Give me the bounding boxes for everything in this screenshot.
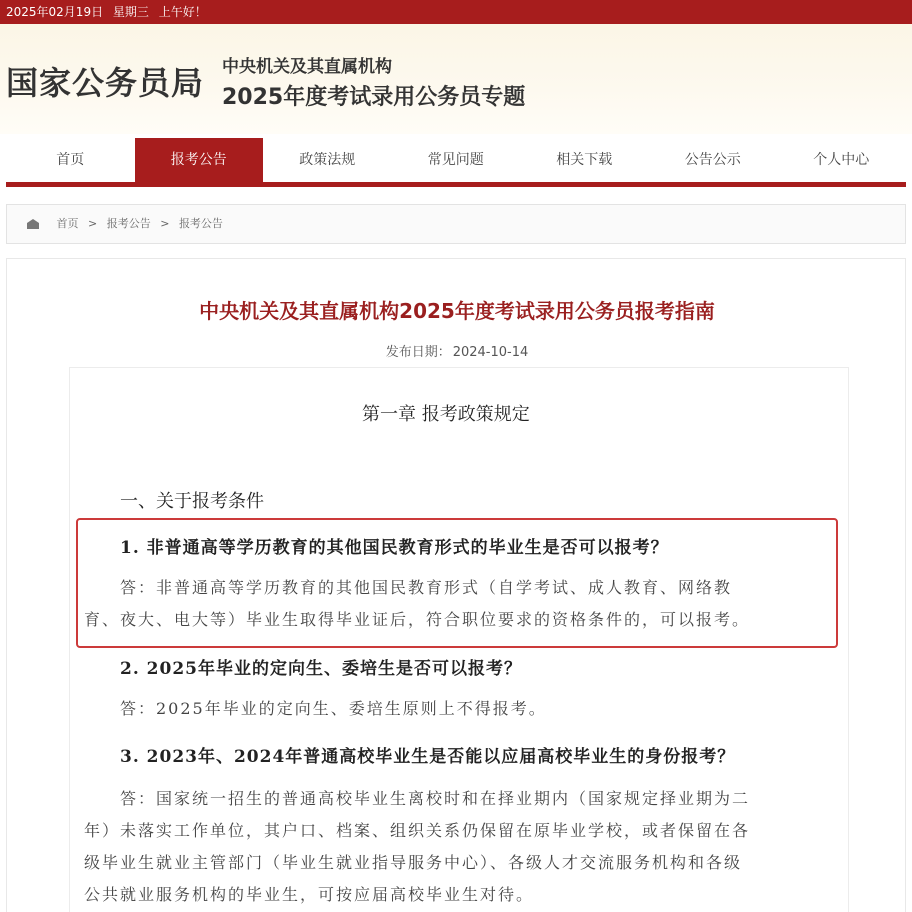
current-date: 2025年02月19日 xyxy=(6,5,104,19)
answer-2: 答：2025年毕业的定向生、委培生原则上不得报考。 xyxy=(120,699,547,718)
nav-item-faq[interactable]: 常见问题 xyxy=(427,152,484,168)
header-subtitle: 中央机关及其直属机构 xyxy=(222,57,392,77)
answer-3-line-4: 公共就业服务机构的毕业生，可按应届高校毕业生对待。 xyxy=(84,885,535,904)
publish-date-value: 2024-10-14 xyxy=(452,345,529,360)
nav-item-notices[interactable]: 公告公示 xyxy=(684,152,741,168)
question-1: 1. 非普通高等学历教育的其他国民教育形式的毕业生是否可以报考？ xyxy=(120,538,669,558)
nav-divider xyxy=(6,182,906,187)
breadcrumb-home[interactable]: 首页 xyxy=(56,217,79,230)
question-3: 3. 2023年、2024年普通高校毕业生是否能以应届高校毕业生的身份报考？ xyxy=(120,747,736,767)
breadcrumb-current[interactable]: 报考公告 xyxy=(178,217,223,230)
question-2: 2. 2025年毕业的定向生、委培生是否可以报考？ xyxy=(120,659,522,679)
chapter-heading: 第一章 报考政策规定 xyxy=(362,404,530,425)
breadcrumb-announcements[interactable]: 报考公告 xyxy=(106,217,151,230)
breadcrumb-separator: > xyxy=(88,217,98,230)
publish-date xyxy=(7,341,907,360)
site-header xyxy=(0,24,912,134)
main-nav xyxy=(6,138,906,182)
answer-1-line-2: 育、夜大、电大等）毕业生取得毕业证后，符合职位要求的资格条件的，可以报考。 xyxy=(84,610,751,629)
answer-3-line-1: 答：国家统一招生的普通高校毕业生离校时和在择业期内（国家规定择业期为二 xyxy=(120,789,751,808)
section-heading: 一、关于报考条件 xyxy=(120,491,264,512)
nav-item-home[interactable]: 首页 xyxy=(56,152,85,168)
answer-1-line-1: 答：非普通高等学历教育的其他国民教育形式（自学考试、成人教育、网络教 xyxy=(120,578,733,597)
top-date-bar xyxy=(0,0,912,24)
weekday: 星期三 xyxy=(112,5,149,19)
breadcrumb-separator: > xyxy=(160,217,170,230)
article-title: 中央机关及其直属机构2025年度考试录用公务员报考指南 xyxy=(199,299,715,323)
site-logo[interactable]: 国家公务员局 xyxy=(6,64,205,102)
header-topic-title: 2025年度考试录用公务员专题 xyxy=(222,85,526,110)
breadcrumb xyxy=(6,204,906,244)
nav-item-user-center[interactable]: 个人中心 xyxy=(813,152,870,168)
publish-date-label: 发布日期： xyxy=(385,345,451,360)
nav-item-announcements[interactable]: 报考公告 xyxy=(135,138,264,182)
answer-3-line-2: 年）未落实工作单位，其户口、档案、组织关系仍保留在原毕业学校，或者保留在各 xyxy=(84,821,751,840)
home-icon xyxy=(27,219,39,229)
nav-item-policies[interactable]: 政策法规 xyxy=(299,152,356,168)
nav-item-downloads[interactable]: 相关下载 xyxy=(556,152,613,168)
answer-3-line-3: 级毕业生就业主管部门（毕业生就业指导服务中心）、各级人才交流服务机构和各级 xyxy=(84,853,743,872)
greeting: 上午好！ xyxy=(158,5,207,19)
